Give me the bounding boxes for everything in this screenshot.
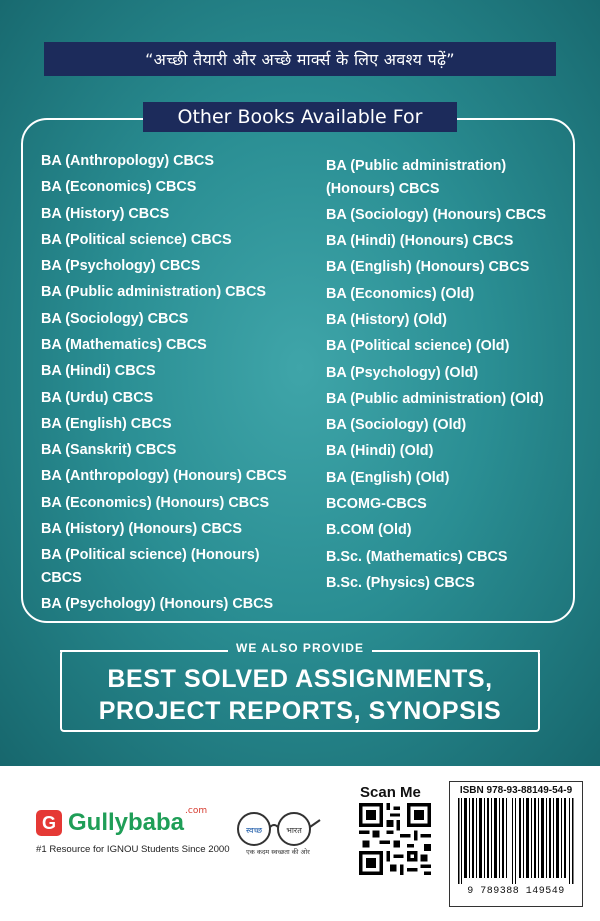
swachh-tagline: एक कदम स्वच्छता की ओर (246, 848, 310, 856)
book-item: BA (Sociology) (Honours) CBCS (326, 206, 547, 223)
logo-name: Gullybaba (68, 809, 185, 836)
isbn-label: ISBN 978-93-88149-54-9 (459, 785, 573, 796)
book-item: BA (English) (Old) (326, 469, 450, 486)
qr-code-icon (359, 803, 431, 875)
hindi-quote-banner: “अच्छी तैयारी और अच्छे मार्क्स के लिए अवश्य पढ़ें” (44, 42, 556, 76)
book-item: BA (Urdu) CBCS (41, 389, 154, 406)
logo-g-icon: G (36, 810, 62, 836)
book-item: BA (Sociology) (Old) (326, 417, 467, 434)
provide-line-2: PROJECT REPORTS, SYNOPSIS (98, 697, 502, 725)
swachh-left-text: स्वच्छ (245, 826, 263, 835)
book-item: BA (Psychology) CBCS (41, 258, 201, 275)
scan-me-label: Scan Me (360, 784, 421, 801)
book-list-left (41, 150, 311, 619)
book-item: BA (History) CBCS (41, 205, 170, 222)
provide-line-1: BEST SOLVED ASSIGNMENTS, (107, 665, 493, 693)
book-item: BA (Anthropology) CBCS (41, 153, 214, 169)
book-item: BA (Public administration) (Old) (326, 390, 544, 407)
book-item: BA (Anthropology) (Honours) CBCS (41, 468, 287, 485)
brand-tagline: #1 Resource for IGNOU Students Since 2000 (36, 844, 230, 855)
book-item: BA (Political science) (Old) (326, 338, 510, 355)
book-item: BCOMG-CBCS (326, 495, 427, 512)
book-item: BA (History) (Old) (326, 312, 447, 328)
logo-suffix: .com (185, 806, 208, 816)
provide-frame-top-right (372, 650, 540, 652)
barcode-digits: 9 789388 149549 (467, 886, 565, 897)
gullybaba-logo (36, 806, 208, 837)
book-item: BA (Mathematics) CBCS (41, 336, 207, 353)
book-item: BA (Political science) (Honours) CBCS (41, 547, 260, 586)
provide-frame-top-left (60, 650, 228, 652)
provide-label: WE ALSO PROVIDE (236, 641, 364, 655)
book-item: B.Sc. (Mathematics) CBCS (326, 548, 508, 565)
book-item: BA (Sociology) CBCS (41, 310, 189, 327)
swachh-right-text: भारत (286, 826, 302, 835)
book-item: BA (Economics) (Old) (326, 285, 475, 302)
book-item: BA (Sanskrit) CBCS (41, 442, 177, 459)
book-item: B.Sc. (Physics) CBCS (326, 574, 475, 591)
book-item: BA (History) (Honours) CBCS (41, 520, 242, 537)
book-item: BA (Public administration) (Honours) CBCS (326, 158, 507, 197)
book-item: BA (Psychology) (Old) (326, 364, 479, 381)
barcode-icon (454, 798, 578, 884)
book-item: B.COM (Old) (326, 522, 412, 539)
book-item: BA (Psychology) (Honours) CBCS (41, 596, 274, 613)
book-item: BA (Hindi) (Old) (326, 443, 434, 460)
book-item: BA (English) (Honours) CBCS (326, 259, 530, 276)
book-item: BA (Economics) CBCS (41, 179, 197, 196)
book-item: BA (Hindi) (Honours) CBCS (326, 233, 514, 250)
book-item: BA (Hindi) CBCS (41, 363, 156, 380)
book-item: BA (English) CBCS (41, 415, 172, 432)
book-list-right (326, 155, 576, 598)
book-item: BA (Political science) CBCS (41, 231, 232, 248)
book-item: BA (Public administration) CBCS (41, 284, 266, 301)
book-item: BA (Economics) (Honours) CBCS (41, 494, 270, 511)
book-list-title: Other Books Available For (143, 102, 457, 132)
